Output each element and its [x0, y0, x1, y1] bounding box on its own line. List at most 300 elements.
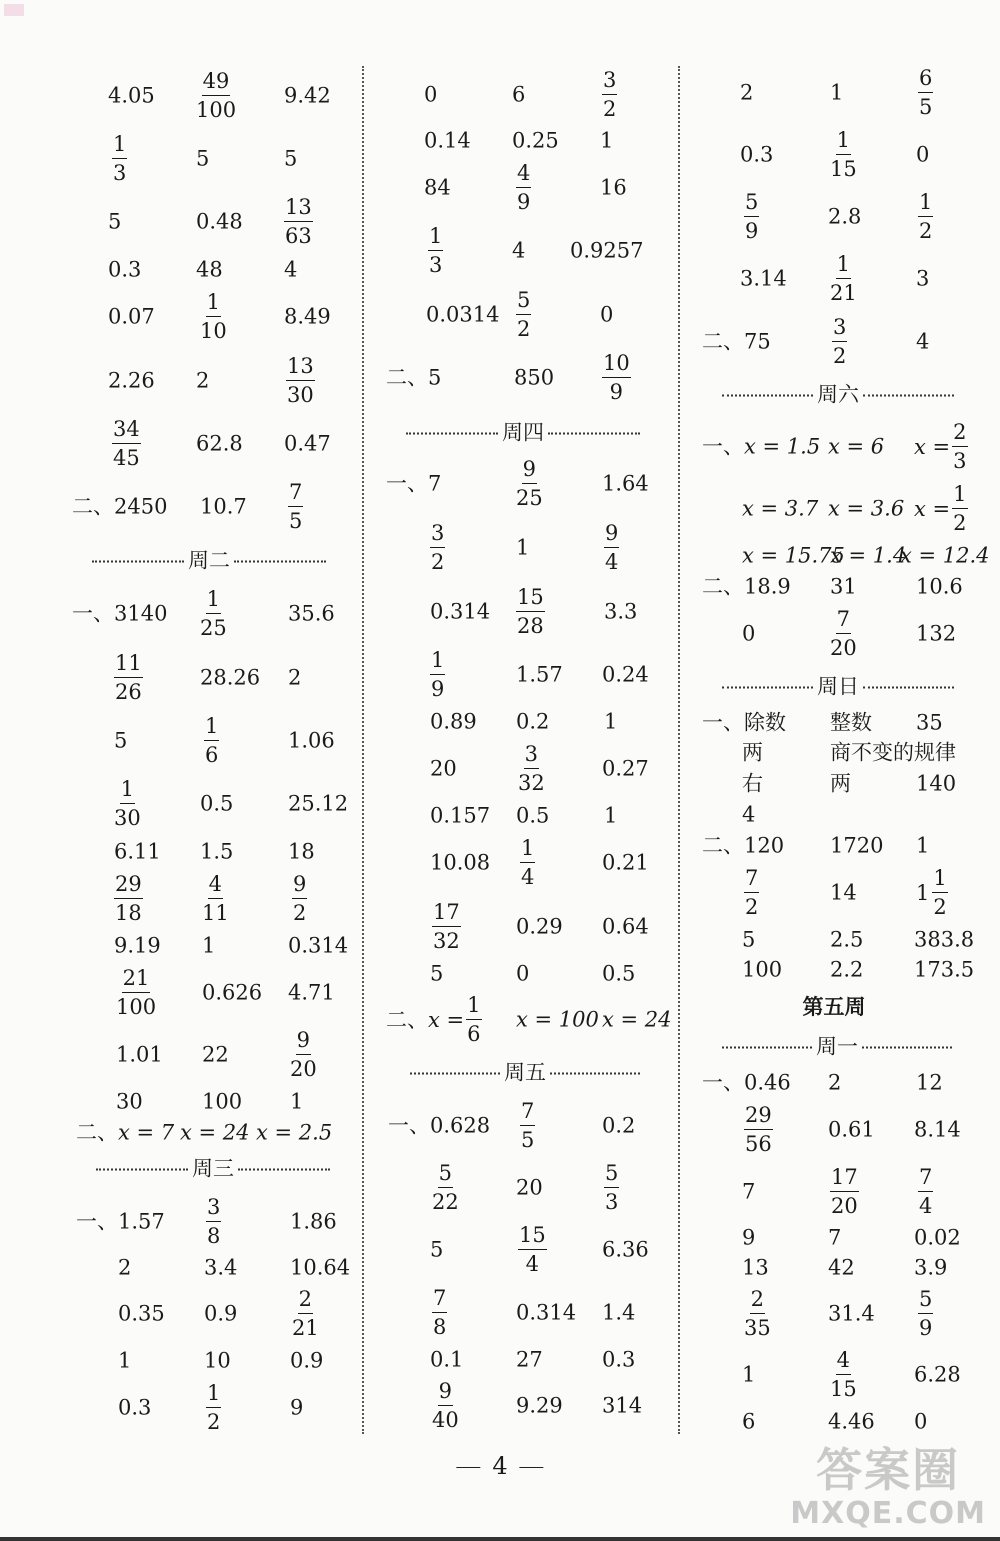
answer-cell	[200, 791, 234, 816]
answer-text: 4	[512, 238, 526, 263]
answer-cell	[702, 710, 786, 735]
header-dots	[410, 1072, 500, 1074]
answer-text: 5	[284, 146, 298, 171]
answer-cell	[430, 1347, 464, 1372]
answer-cell	[206, 1383, 221, 1433]
answer-value	[918, 1167, 933, 1217]
answer-value	[432, 1163, 459, 1213]
fraction-denominator: 6	[205, 743, 219, 767]
section-header-label: 周四	[502, 420, 544, 445]
answer-cell	[830, 609, 857, 659]
answer-value	[914, 484, 968, 534]
answer-value	[828, 1225, 842, 1250]
answer-value	[288, 980, 335, 1005]
answer-text: 0.314	[516, 1300, 577, 1325]
answer-value	[386, 995, 482, 1045]
answer-text: 8.49	[284, 304, 331, 329]
answer-text: 7	[742, 1179, 756, 1204]
answer-value	[432, 902, 461, 952]
answer-value	[430, 523, 445, 573]
answer-text: 两	[742, 740, 763, 765]
answer-cell	[430, 850, 491, 875]
answer-text: 0.5	[200, 791, 234, 816]
answer-value	[830, 771, 851, 796]
answer-value	[288, 839, 315, 864]
answer-text: 9.29	[516, 1393, 563, 1418]
answer-value	[200, 791, 234, 816]
answer-value	[430, 1237, 444, 1262]
answer-text: 18	[288, 839, 315, 864]
answer-value	[206, 1383, 221, 1433]
fraction-denominator: 21	[292, 1316, 319, 1340]
column-divider-right	[678, 66, 680, 1434]
answer-cell	[116, 1042, 163, 1067]
answer-value	[702, 434, 821, 459]
answer-cell	[108, 83, 155, 108]
fraction-numerator: 3	[206, 1197, 221, 1222]
answer-value	[284, 431, 331, 456]
equation-text: x = 1.4	[830, 543, 907, 568]
fraction-denominator: 63	[285, 224, 312, 248]
answer-text: 4	[916, 329, 930, 354]
answer-cell	[288, 482, 303, 532]
answer-value	[114, 779, 141, 829]
answer-text: 1.5	[200, 839, 234, 864]
fraction-numerator: 9	[296, 1030, 311, 1055]
answer-value	[744, 1105, 773, 1155]
answer-cell	[112, 134, 127, 184]
answer-value	[386, 365, 442, 390]
answer-cell	[204, 1255, 238, 1280]
answer-value	[830, 609, 857, 659]
fraction-numerator: 1	[918, 192, 933, 217]
answer-text: 4	[742, 802, 756, 827]
answer-value	[286, 356, 315, 406]
answer-cell	[118, 1395, 152, 1420]
answer-value	[116, 968, 156, 1018]
answer-value	[830, 833, 884, 858]
answer-value	[288, 791, 349, 816]
answer-text: 一、0.46	[702, 1070, 791, 1095]
answer-value	[830, 1350, 857, 1400]
answer-text: 二、120	[702, 833, 785, 858]
answer-text: 5	[114, 728, 128, 753]
fraction	[116, 968, 156, 1018]
answer-cell	[76, 1120, 175, 1145]
answer-text: 3.9	[914, 1255, 948, 1280]
answer-value	[900, 543, 990, 568]
answer-value	[604, 599, 638, 624]
equation-text: x =	[428, 1007, 465, 1032]
fraction-numerator: 29	[744, 1105, 773, 1130]
answer-cell	[204, 716, 219, 766]
answer-text: 6.28	[914, 1362, 961, 1387]
fraction-numerator: 5	[604, 1163, 619, 1188]
fraction-numerator: 3	[430, 523, 445, 548]
answer-text: 6.11	[114, 839, 161, 864]
fraction-denominator: 3	[605, 1190, 619, 1214]
fraction-denominator: 4	[605, 550, 619, 574]
answer-value	[202, 933, 216, 958]
answer-text: 0.64	[602, 914, 649, 939]
answer-cell	[916, 142, 930, 167]
answer-cell	[830, 927, 864, 952]
answer-cell	[916, 710, 943, 735]
fraction-numerator: 7	[836, 609, 851, 634]
answer-text: 9.19	[114, 933, 161, 958]
fraction	[516, 163, 531, 213]
answer-value	[828, 434, 885, 459]
answer-cell	[918, 1167, 933, 1217]
answer-cell	[830, 771, 851, 796]
answer-text: 20	[516, 1175, 543, 1200]
fraction-denominator: 56	[745, 1132, 772, 1156]
answer-text: 5	[430, 961, 444, 986]
answer-value	[76, 1209, 165, 1234]
answer-cell	[386, 471, 442, 496]
fraction-denominator: 45	[113, 446, 140, 470]
answer-text: 1.4	[602, 1300, 636, 1325]
fraction-numerator: 5	[516, 290, 531, 315]
fraction	[830, 1350, 857, 1400]
answer-value	[600, 302, 614, 327]
fraction	[518, 1225, 547, 1275]
answer-cell	[918, 68, 933, 118]
fraction-numerator: 5	[918, 1289, 933, 1314]
fraction	[516, 290, 531, 340]
fraction-numerator: 9	[292, 874, 307, 899]
answer-cell	[830, 130, 857, 180]
fraction	[200, 589, 227, 639]
answer-value	[742, 927, 756, 952]
answer-cell	[196, 431, 243, 456]
answer-value	[602, 1300, 636, 1325]
answer-value	[914, 1117, 961, 1142]
answer-value	[828, 1117, 875, 1142]
answer-text: 0	[516, 961, 530, 986]
fraction	[918, 1289, 933, 1339]
answer-cell	[828, 1255, 855, 1280]
fraction-numerator: 7	[432, 1288, 447, 1313]
answer-cell	[290, 1030, 317, 1080]
answer-value	[830, 254, 857, 304]
header-dots	[92, 560, 184, 562]
answer-value	[742, 771, 763, 796]
answer-text: 0.48	[196, 209, 243, 234]
answer-value	[742, 1225, 756, 1250]
fraction-denominator: 10	[200, 319, 227, 343]
fraction-numerator: 34	[112, 419, 141, 444]
answer-text: 30	[116, 1089, 143, 1114]
answer-text: 0.314	[430, 599, 491, 624]
answer-cell	[288, 728, 335, 753]
fraction	[112, 419, 141, 469]
answer-value	[284, 257, 298, 282]
answer-value	[830, 574, 857, 599]
answer-cell	[742, 802, 756, 827]
answer-text: 0.2	[516, 709, 550, 734]
answer-text: 12	[916, 1070, 943, 1095]
answer-text: 0.02	[914, 1225, 961, 1250]
answer-cell	[196, 71, 236, 121]
answer-cell	[430, 756, 457, 781]
fraction	[744, 192, 759, 242]
answer-cell	[742, 771, 763, 796]
answer-value	[196, 146, 210, 171]
section-header	[92, 548, 326, 573]
answer-text: 25.12	[288, 791, 349, 816]
answer-value	[600, 175, 627, 200]
answer-cell	[830, 833, 884, 858]
answer-text: 0.157	[430, 803, 491, 828]
answer-text: 0.21	[602, 850, 649, 875]
answer-value	[742, 1362, 756, 1387]
fraction-denominator: 8	[433, 1315, 447, 1339]
answer-cell	[204, 1348, 231, 1373]
fraction-denominator: 25	[200, 616, 227, 640]
answer-cell	[288, 839, 315, 864]
fraction-denominator: 30	[114, 806, 141, 830]
answer-text: 850	[514, 365, 555, 390]
answer-value	[744, 192, 759, 242]
answer-cell	[108, 368, 155, 393]
answer-cell	[702, 1070, 791, 1095]
fraction	[604, 523, 619, 573]
fraction-denominator: 4	[525, 1252, 540, 1276]
answer-cell	[914, 927, 975, 952]
answer-cell	[430, 523, 445, 573]
section-header-label: 周日	[817, 674, 859, 699]
answer-value	[602, 1237, 649, 1262]
answer-text: 0.626	[202, 980, 263, 1005]
answer-text: 0.27	[602, 756, 649, 781]
answer-value	[76, 1120, 175, 1145]
answer-cell	[830, 957, 864, 982]
answer-text: 2	[828, 1070, 842, 1095]
answer-value	[742, 621, 756, 646]
answer-text: 3.14	[740, 266, 787, 291]
answer-text: 10.6	[916, 574, 963, 599]
answer-value	[430, 709, 477, 734]
answer-cell	[430, 961, 444, 986]
answer-cell	[744, 868, 759, 918]
answer-cell	[830, 1167, 859, 1217]
fraction-denominator: 2	[293, 901, 307, 925]
answer-text: 0.29	[516, 914, 563, 939]
answer-text: 0	[424, 82, 438, 107]
answer-value	[916, 266, 930, 291]
answer-cell	[516, 1393, 563, 1418]
answer-value	[196, 71, 236, 121]
answer-value	[514, 365, 555, 390]
answer-text: 140	[916, 771, 957, 796]
answer-cell	[702, 329, 771, 354]
answer-value	[116, 1089, 143, 1114]
answer-value	[516, 961, 530, 986]
answer-value	[830, 1167, 859, 1217]
answer-cell	[516, 163, 531, 213]
answer-cell	[602, 353, 631, 403]
fraction-denominator: 20	[830, 636, 857, 660]
answer-cell	[742, 1225, 756, 1250]
answer-cell	[286, 356, 315, 406]
answer-value	[108, 209, 122, 234]
header-dots	[406, 432, 498, 434]
answer-text: 一、3140	[72, 601, 168, 626]
answer-cell	[914, 1362, 961, 1387]
fraction	[602, 353, 631, 403]
answer-cell	[604, 803, 618, 828]
equation-text: x = 12.4	[900, 543, 990, 568]
answer-value	[914, 1362, 961, 1387]
answer-value	[290, 1395, 304, 1420]
answer-cell	[288, 791, 349, 816]
answer-value	[202, 1089, 243, 1114]
answer-value	[604, 523, 619, 573]
answer-value	[430, 850, 491, 875]
answer-cell	[602, 1007, 672, 1032]
answer-value	[602, 471, 649, 496]
fraction	[516, 587, 545, 637]
answer-text: 383.8	[914, 927, 975, 952]
answer-text: 28.26	[200, 665, 261, 690]
answer-cell	[914, 1255, 948, 1280]
answer-cell	[284, 146, 298, 171]
equation-text: x = 1.5	[744, 434, 821, 459]
fraction	[918, 1167, 933, 1217]
answer-value	[430, 1347, 464, 1372]
answer-text: 3.3	[604, 599, 638, 624]
answer-text: 4.46	[828, 1409, 875, 1434]
answer-value	[108, 304, 155, 329]
answer-text: 14	[830, 880, 857, 905]
section-header-label: 周五	[504, 1060, 546, 1085]
fraction-denominator: 32	[518, 771, 545, 795]
answer-value	[830, 80, 844, 105]
answer-value	[518, 744, 545, 794]
answer-cell	[742, 1362, 756, 1387]
answer-text: 6	[742, 1409, 756, 1434]
watermark-line2: MXQE.COM	[790, 1496, 986, 1531]
fraction-denominator: 9	[517, 190, 531, 214]
answer-cell	[518, 1225, 547, 1275]
fraction	[518, 744, 545, 794]
answer-value	[200, 665, 261, 690]
answer-text: 22	[202, 1042, 229, 1067]
answer-text: 0.25	[512, 128, 559, 153]
header-dots	[548, 432, 640, 434]
fraction-denominator: 4	[521, 865, 535, 889]
answer-text: 2	[196, 368, 210, 393]
answer-text: 100	[202, 1089, 243, 1114]
answer-value	[288, 601, 335, 626]
answer-cell	[702, 574, 791, 599]
fraction-numerator: 6	[918, 68, 933, 93]
answer-cell	[830, 1350, 857, 1400]
answer-value	[702, 1070, 791, 1095]
fraction-numerator: 1	[204, 716, 219, 741]
answer-text: 1	[830, 80, 844, 105]
fraction-denominator: 2	[933, 895, 947, 919]
answer-text: 0.24	[602, 662, 649, 687]
answer-text: 0.9257	[570, 238, 644, 263]
answer-text: 0.9	[204, 1301, 238, 1326]
answer-text: 1	[516, 535, 530, 560]
answer-cell	[602, 914, 649, 939]
answer-cell	[108, 304, 155, 329]
answer-value	[288, 933, 349, 958]
answer-cell	[830, 574, 857, 599]
answer-value	[604, 709, 618, 734]
fraction-numerator: 1	[112, 134, 127, 159]
answer-value	[518, 1225, 547, 1275]
answer-cell	[512, 238, 526, 263]
answer-value	[290, 1030, 317, 1080]
answer-text: 两	[830, 771, 851, 796]
fraction-denominator: 100	[196, 98, 237, 122]
section-header-label: 周六	[817, 382, 859, 407]
answer-text: 10.7	[200, 494, 247, 519]
answer-value	[744, 868, 759, 918]
answer-text: 0.89	[430, 709, 477, 734]
answer-text: 4.05	[108, 83, 155, 108]
answer-cell	[202, 874, 229, 924]
section-header	[722, 674, 954, 699]
answer-cell	[916, 833, 930, 858]
answer-value	[602, 1113, 636, 1138]
fraction	[430, 650, 445, 700]
page-number-dash-left	[456, 1467, 480, 1468]
answer-cell	[386, 995, 482, 1045]
answer-value	[916, 1070, 943, 1095]
fraction-numerator: 1	[430, 650, 445, 675]
fraction-numerator: 17	[432, 902, 461, 927]
answer-text: 一、0.628	[388, 1113, 491, 1138]
answer-cell	[740, 266, 787, 291]
answer-cell	[432, 902, 461, 952]
answer-text: 1	[290, 1089, 304, 1114]
answer-text: 0.3	[602, 1347, 636, 1372]
answer-cell	[916, 771, 957, 796]
answer-text: 27	[516, 1347, 543, 1372]
answer-value	[602, 961, 636, 986]
answer-value	[742, 740, 763, 765]
answer-value	[108, 83, 155, 108]
answer-text: 0.3	[740, 142, 774, 167]
section-header-label: 周二	[188, 548, 230, 573]
answer-value	[916, 710, 943, 735]
answer-text: 1.86	[290, 1209, 337, 1234]
page-number-value: 4	[492, 1452, 508, 1480]
fraction-denominator: 25	[516, 486, 543, 510]
answer-text: 0.0314	[426, 302, 500, 327]
answer-cell	[288, 601, 335, 626]
answer-cell	[742, 1255, 769, 1280]
fraction	[744, 1105, 773, 1155]
answer-value	[512, 82, 526, 107]
answer-text: 2	[118, 1255, 132, 1280]
answer-cell	[118, 1255, 132, 1280]
answer-text: 一、除数	[702, 710, 786, 735]
fraction-numerator: 29	[114, 874, 143, 899]
answer-text: 5	[196, 146, 210, 171]
fraction-denominator: 5	[919, 95, 933, 119]
fraction	[604, 1163, 619, 1213]
answer-cell	[430, 650, 445, 700]
fraction-numerator: 5	[744, 192, 759, 217]
fraction	[918, 192, 933, 242]
answer-value	[292, 1289, 319, 1339]
